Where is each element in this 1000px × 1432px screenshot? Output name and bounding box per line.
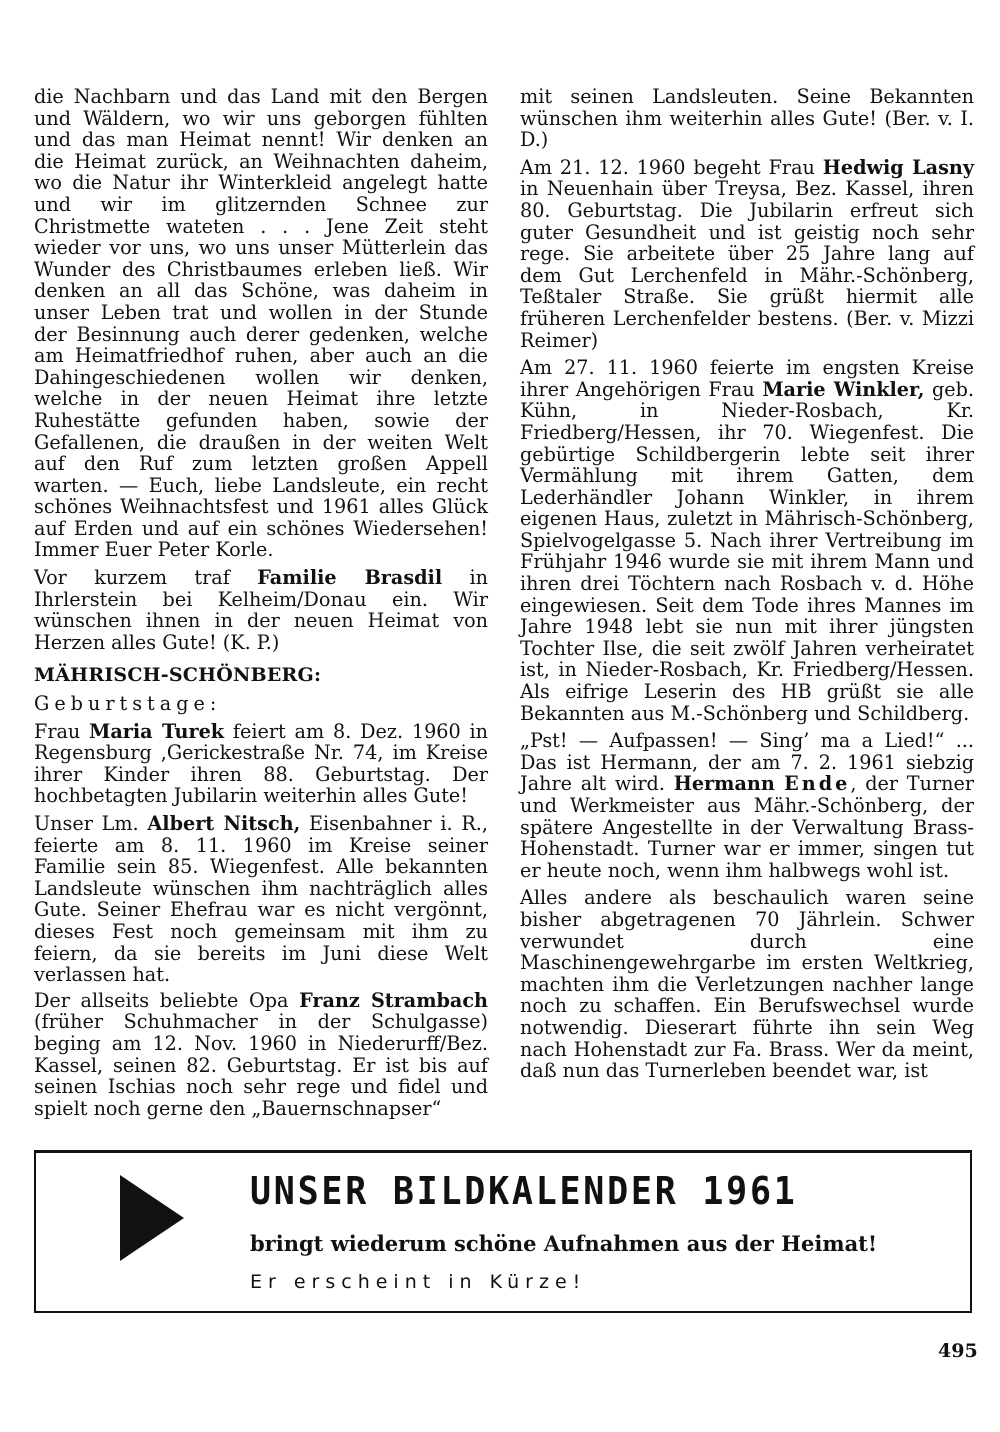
section-subheading: Geburtstage: [34,692,222,716]
text-run: Am 21. 12. 1960 begeht Frau [520,155,823,179]
left-paragraph-3 [34,721,488,807]
person-name: Familie Brasdil [257,566,443,590]
text-run: in Ihrlerstein bei Kelheim/Donau ein. Wir wünschen ihnen in der neuen Heimat von Herzen alles Gute! (K. P.) [34,566,489,654]
text-run: Eisenbahner i. R., feierte am 8. 11. 1960 im Kreise seiner Familie sein 85. Wiegenfest. Alle bekannten Landsleute wünschen ihm nachträglich alles Gute. Seiner Ehefrau war es nicht vergönnt, dieses Fest noch gemeinsam mit ihm zu feiern, da sie bereits im Juni diese Welt verlassen hat. [34,812,488,987]
text-run: , der Turner und Werkmeister aus Mähr.-Schönberg, der spätere Angestellte in der Verwaltung Brass-Hohenstadt. Turner war er immer, singen tut er heute noch, wenn ihm halbwegs wohl ist. [520,772,975,882]
text-run: Der allseits beliebte Opa [34,988,300,1012]
text-run: Unser Lm. [34,812,148,835]
person-name: Hermann [673,772,785,796]
person-name: Albert Nitsch, [147,812,301,835]
right-paragraph-5: Alles andere als beschaulich waren seine bisher abgetragenen 70 Jährlein. Schwer verwundet durch eine Maschinengewehrgarbe im ersten Weltkrieg, machten ihm die Verletzungen nachher lange noch zu schaffen. Ein Berufswechsel wurde notwendig. Dieserart führte ihn sein Weg nach Hohenstadt zur Fa. Brass. Wer da meint, daß nun das Turnerleben beendet war, ist [520,886,974,1083]
left-paragraph-2 [34,567,488,653]
page-number: 495 [938,1340,978,1362]
person-surname-spaced: Ende [784,772,851,796]
text-run: geb. Kühn, in Nieder-Rosbach, Kr. Friedberg/Hessen, ihr 70. Wiegenfest. Die gebürtige Schildbergerin lebte seit ihrer Vermählung mit ihrem Gatten, dem Lederhändler Johann Winkler, in ihrem eigenen Haus, zuletzt in Mährisch-Schönberg, Spielvogelgasse 5. Nach ihrer Vertreibung im Frühjahr 1946 wurde sie mit ihrem Mann und ihren drei Töchtern nach Rosbach v. d. Höhe eingewiesen. Seit dem Tode ihres Mannes im Jahre 1948 lebt sie nun mit ihrer jüngsten Tochter Ilse, die seit zwölf Jahren verheiratet ist, in Nieder-Rosbach, Kr. Friedberg/Hessen. Als eifrige Leserin des HB grüßt sie alle Bekannten aus M.-Schönberg und Schildberg. [520,377,975,725]
left-paragraph-4 [34,813,488,986]
triangle-right-icon [120,1175,184,1261]
text-run: Frau [34,719,90,743]
person-name: Hedwig Lasny [822,155,974,179]
calendar-advertisement [34,1150,972,1313]
right-paragraph-2 [520,157,974,351]
section-heading: MÄHRISCH-SCHÖNBERG: [34,664,322,687]
text-run: Am 27. 11. 1960 feierte im engsten Kreise ihrer Angehörigen Frau [520,356,974,401]
person-name: Marie Winkler, [762,377,925,401]
advertisement-note: Er erscheint in Kürze! [250,1271,587,1293]
text-run: in Neuenhain über Treysa, Bez. Kassel, ihren 80. Geburtstag. Die Jubilarin erfreut sich guter Gesundheit und ist geistig noch sehr rege. Sie arbeitete über 25 Jahre lang auf dem Gut Lerchenfeld in Mähr.-Schönberg, Teßtaler Straße. Sie grüßt hiermit alle früheren Lerchenfelder bestens. (Ber. v. Mizzi Reimer) [520,177,974,352]
text-run: Vor kurzem traf [34,566,258,590]
left-paragraph-5 [34,990,488,1120]
right-paragraph-1: mit seinen Landsleuten. Seine Bekannten wünschen ihm weiterhin alles Gute! (Ber. v. I. D.) [520,85,974,152]
person-name: Maria Turek [89,719,225,743]
advertisement-title: UNSER BILDKALENDER 1961 [250,1169,798,1213]
left-column [34,86,488,1125]
advertisement-subtitle: bringt wiederum schöne Aufnahmen aus der Heimat! [250,1231,878,1256]
text-run: „Pst! — Aufpassen! — Sing’ ma a Lied!“ ... Das ist Hermann, der am 7. 2. 1961 siebzig Jahre alt wird. [520,729,974,796]
person-name: Franz Strambach [299,988,488,1012]
text-run: (früher Schuhmacher in der Schulgasse) beging am 12. Nov. 1960 in Niederurff/Bez. Kassel, seinen 82. Geburtstag. Er ist bis auf seinen Ischias noch sehr rege und fidel und spielt noch gerne den „Bauernschnapser“ [34,1010,488,1120]
text-run: feiert am 8. Dez. 1960 in Regensburg ,Gerickestraße Nr. 74, im Kreise ihrer Kinder ihren 88. Geburtstag. Der hochbetagten Jubilarin weiterhin alles Gute! [34,719,489,808]
right-paragraph-3 [520,357,974,724]
right-paragraph-4 [520,730,974,881]
right-column [520,86,974,1088]
left-paragraph-1: die Nachbarn und das Land mit den Bergen und Wäldern, wo wir uns geborgen fühlten und das man Heimat nennt! Wir denken an die Heimat zurück, an Weihnachten daheim, wo die Natur ihr Winterkleid angelegt hatte und wir im glitzernden Schnee zur Christmette wateten . . . Jene Zeit steht wieder vor uns, wo uns unser Mütterlein das Wunder des Christbaumes erleben ließ. Wir denken an all das Schöne, was daheim in unser Leben trat und wollen in der Stunde der Besinnung auch derer gedenken, welche am Heimatfriedhof ruhen, aber auch an die Dahingeschiedenen wollen wir denken, welche in der neuen Heimat ihre letzte Ruhestätte gefunden haben, sowie der Gefallenen, die draußen in der weiten Welt auf den Ruf zum letzten großen Appell warten. — Euch, liebe Landsleute, ein recht schönes Weihnachtsfest und 1961 alles Glück auf Erden und auf ein schönes Wiedersehen! Immer Euer Peter Korle. [34,85,488,562]
